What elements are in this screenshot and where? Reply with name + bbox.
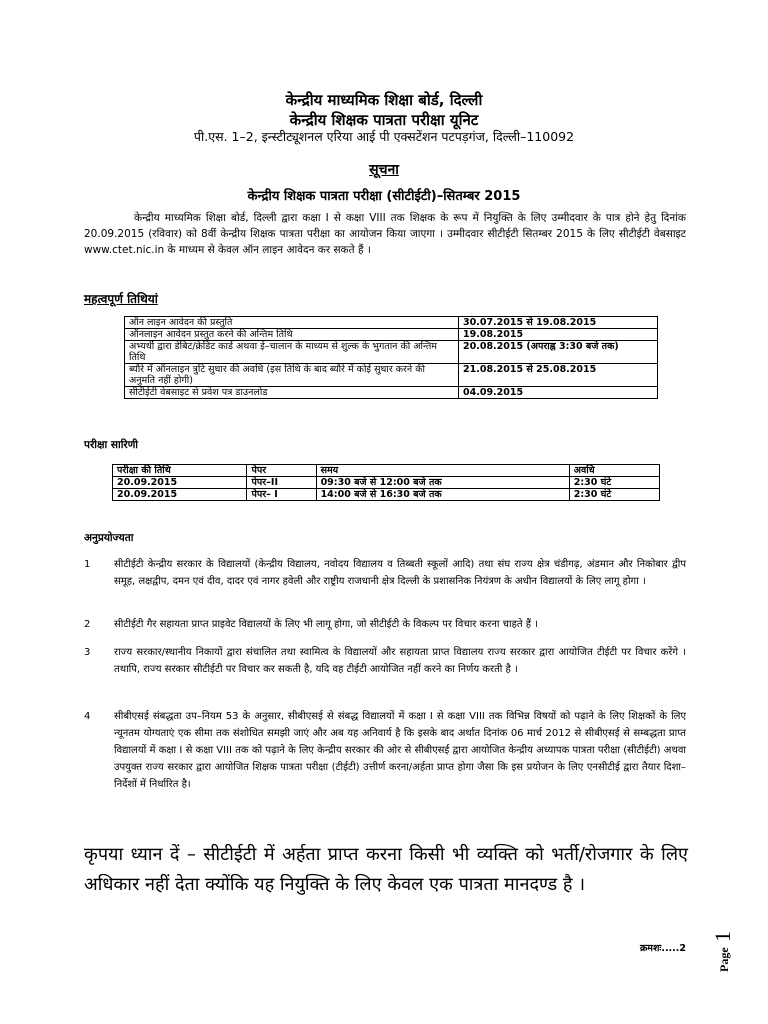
item-number: 4 bbox=[84, 711, 91, 722]
table-row bbox=[125, 364, 658, 387]
page-label: Page bbox=[717, 947, 731, 972]
header-address: पी.एस. 1–2, इन्स्टीट्यूशनल एरिया आई पी एक्सटेंशन पटपड़गंज, दिल्ली–110092 bbox=[193, 129, 575, 144]
item-number: 2 bbox=[84, 619, 91, 630]
date-cell: 30.07.2015 से 19.08.2015 bbox=[459, 317, 658, 329]
table-cell: 09:30 बजे से 12:00 बजे तक bbox=[316, 477, 569, 489]
item-number: 1 bbox=[84, 559, 91, 570]
notice-title: सूचना bbox=[369, 162, 399, 178]
table-cell: 2:30 घंटे bbox=[569, 477, 659, 489]
table-cell: 20.09.2015 bbox=[113, 477, 247, 489]
notice-subject: केन्द्रीय शिक्षक पात्रता परीक्षा (सीटीईटी)–सितम्बर 2015 bbox=[247, 189, 521, 204]
important-dates-heading: महत्वपूर्ण तिथियां bbox=[84, 292, 158, 306]
page-number-marker bbox=[704, 926, 744, 974]
item-text: सीबीएसई संबद्धता उप–नियम 53 के अनुसार, सीबीएसई से संबद्ध विद्यालयों में कक्षा I से कक्षा VIII तक विभिन्न विषयों को पढ़ाने के लिए शिक्षकों के लिए न्यूनतम योग्यताएं एक सीमा तक संशोधित समझी जाएं और अब यह अनिवार्य है कि इसके बाद अर्थात दिनांक 06 मार्च 2012 से सीबीएसई से सम्बद्धता प्राप्त विद्यालयों में कक्षा I से कक्षा VIII तक को पढ़ाने के लिए केन्द्रीय सरकार की ओर से सीबीएसई द्वारा आयोजित केन्द्रीय अध्यापक पात्रता परीक्षा (सीटीईटी) अथवा उपयुक्त राज्य सरकार द्वारा आयोजित शिक्षक पात्रता परीक्षा (टीईटी) उत्तीर्ण करना/अर्हता प्राप्त होगा जैसा कि इस प्रयोजन के लिए एनसीटीई द्वारा तैयार दिशा–निर्देशों में निर्धारित है। bbox=[114, 711, 686, 790]
applicability-heading: अनुप्रयोज्यता bbox=[84, 532, 134, 544]
item-text: सीटीईटी गैर सहायता प्राप्त प्राइवेट विद्यालयों के लिए भी लागू होगा, जो सीटीईटी के विकल्प पर विचार करना चाहते हैं । bbox=[114, 619, 539, 630]
continued-marker: क्रमशः.....2 bbox=[639, 943, 686, 954]
list-item bbox=[84, 708, 686, 793]
header-unit-name: केन्द्रीय शिक्षक पात्रता परीक्षा यूनिट bbox=[289, 111, 479, 129]
event-cell: ऑनलाइन आवेदन प्रस्तुत करने की अन्तिम तिथि bbox=[125, 329, 459, 341]
column-header: पेपर bbox=[247, 465, 316, 477]
date-cell: 19.08.2015 bbox=[459, 329, 658, 341]
table-row bbox=[125, 329, 658, 341]
table-row bbox=[125, 341, 658, 364]
date-cell: 04.09.2015 bbox=[459, 387, 658, 399]
page-number: 1 bbox=[710, 931, 735, 942]
table-cell: पेपर– I bbox=[247, 489, 316, 501]
important-note: कृपया ध्यान दें – सीटीईटी में अर्हता प्राप्त करना किसी भी व्यक्ति को भर्ती/रोजगार के लिए अधिकार नहीं देता क्योंकि यह नियुक्ति के लिए केवल एक पात्रता मानदण्ड है । bbox=[84, 844, 688, 895]
list-item bbox=[84, 644, 686, 678]
important-dates-table bbox=[124, 316, 658, 399]
column-header: अवधि bbox=[569, 465, 659, 477]
table-row bbox=[125, 317, 658, 329]
header-board-name: केन्द्रीय माध्यमिक शिक्षा बोर्ड, दिल्ली bbox=[285, 91, 483, 109]
list-item bbox=[84, 616, 686, 633]
table-cell: 20.09.2015 bbox=[113, 489, 247, 501]
exam-schedule-table bbox=[112, 464, 660, 501]
table-row bbox=[125, 387, 658, 399]
exam-schedule-heading: परीक्षा सारिणी bbox=[84, 439, 139, 451]
column-header: परीक्षा की तिथि bbox=[113, 465, 247, 477]
table-cell: 14:00 बजे से 16:30 बजे तक bbox=[316, 489, 569, 501]
item-number: 3 bbox=[84, 647, 91, 658]
table-header-row bbox=[113, 465, 660, 477]
table-cell: पेपर–II bbox=[247, 477, 316, 489]
item-text: राज्य सरकार/स्थानीय निकायों द्वारा संचालित तथा स्वामित्व के विद्यालयों और सहायता प्राप्त विद्यालय राज्य सरकार द्वारा आयोजित टीईटी पर विचार करेंगे । तथापि, राज्य सरकार सीटीईटी पर विचार कर सकती है, यदि वह टीईटी आयोजित नहीं करने का निर्णय करती है । bbox=[114, 647, 686, 675]
item-text: सीटीईटी केन्द्रीय सरकार के विद्यालयों (केन्द्रीय विद्यालय, नवोदय विद्यालय व तिब्बती स्कूलों आदि) तथा संघ राज्य क्षेत्र चंडीगढ़, अंडमान और निकोबार द्वीप समूह, लक्षद्वीप, दमन एवं दीव, दादर एवं नागर हवेली और राष्ट्रीय राजधानी क्षेत्र दिल्ली के प्रशासनिक नियंत्रण के अधीन विद्यालयों के लिए लागू होगा । bbox=[114, 559, 686, 587]
table-row bbox=[113, 477, 660, 489]
event-cell: सीटीईटी वेबसाइट से प्रवेश पत्र डाउनलोड bbox=[125, 387, 459, 399]
list-item bbox=[84, 556, 686, 590]
event-cell: ऑन लाइन आवेदन की प्रस्तुति bbox=[125, 317, 459, 329]
column-header: समय bbox=[316, 465, 569, 477]
date-cell: 21.08.2015 से 25.08.2015 bbox=[459, 364, 658, 387]
intro-paragraph: केन्द्रीय माध्यमिक शिक्षा बोर्ड, दिल्ली द्वारा कक्षा I से कक्षा VIII तक शिक्षक के रूप में नियुक्ति के लिए उम्मीदवार के पात्र होने हेतु दिनांक 20.09.2015 (रविवार) को 8वीं केन्द्रीय शिक्षक पात्रता परीक्षा का आयोजन किया जाएगा । उम्मीदवार सीटीईटी सितम्बर 2015 के लिए सीटीईटी वेबसाइट www.ctet.nic.in के माध्यम से केवल ऑन लाइन आवेदन कर सकते हैं । bbox=[84, 212, 686, 256]
event-cell: अभ्यर्थी द्वारा डेबिट/क्रेडिट कार्ड अथवा ई–चालान के माध्यम से शुल्क के भुगतान की अन्तिम तिथि bbox=[125, 341, 459, 364]
table-row bbox=[113, 489, 660, 501]
event-cell: ब्यौरे में ऑनलाइन त्रुटि सुधार की अवधि (इस तिथि के बाद ब्यौरे में कोई सुधार करने की अनुमति नहीं होगी) bbox=[125, 364, 459, 387]
table-cell: 2:30 घंटे bbox=[569, 489, 659, 501]
date-cell: 20.08.2015 (अपराह्न 3:30 बजे तक) bbox=[459, 341, 658, 364]
